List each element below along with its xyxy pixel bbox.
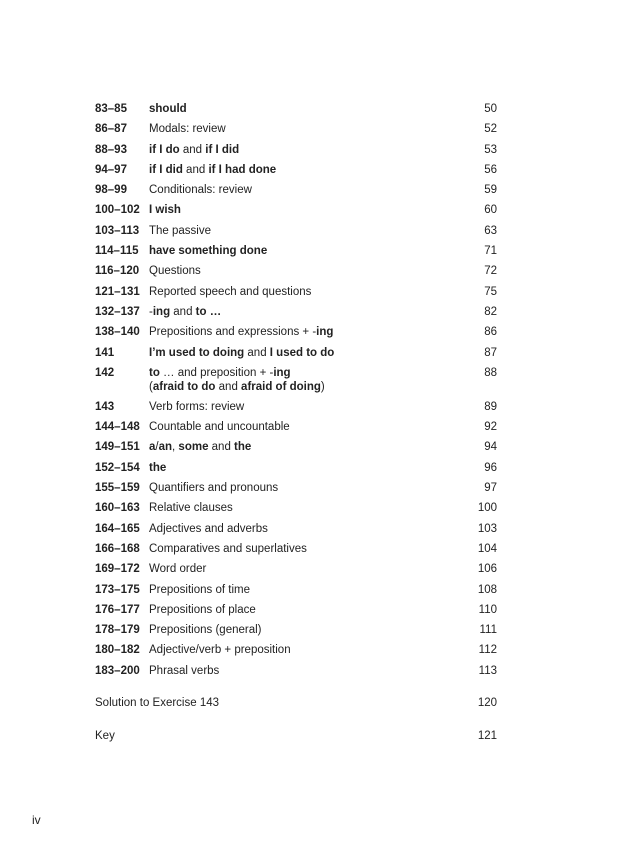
title-segment: and [244,346,270,359]
unit-range: 166–168 [95,542,140,555]
unit-page: 82 [484,305,497,318]
toc-row[interactable] [95,261,497,281]
unit-range: 116–120 [95,265,140,278]
unit-range: 149–151 [95,441,140,454]
toc-extra-solution[interactable] [95,693,497,713]
title-segment: The passive [149,224,212,237]
unit-title [149,221,211,241]
unit-page: 96 [484,461,497,474]
title-segment: to [149,366,160,379]
unit-range: 103–113 [95,224,140,237]
unit-page: 97 [484,482,497,495]
title-segment: Reported speech and questions [149,285,312,298]
toc-row[interactable] [95,458,497,478]
unit-page: 112 [478,644,497,657]
toc-row[interactable] [95,99,497,119]
title-segment: a [149,441,156,454]
title-segment: Adjective/verb + preposition [149,644,291,657]
toc-rows [95,99,497,681]
toc-extra-key[interactable] [95,726,497,746]
toc-row[interactable] [95,437,497,457]
title-segment: Conditionals: review [149,184,252,197]
unit-range: 155–159 [95,482,140,495]
unit-title [149,119,226,139]
title-segment: afraid to do [152,381,216,394]
unit-page: 113 [478,664,497,677]
unit-range: 164–165 [95,522,140,535]
unit-page: 103 [477,522,497,535]
unit-title [149,140,239,160]
unit-page: 106 [477,563,497,576]
title-segment: / [155,441,159,454]
unit-page: 63 [484,224,497,237]
unit-title [149,397,244,417]
unit-title [149,99,187,119]
title-segment: , [172,441,179,454]
toc-row[interactable] [95,282,497,302]
unit-range: 176–177 [95,603,140,616]
unit-page: 108 [477,583,497,596]
title-segment: some [178,441,209,454]
unit-page: 87 [484,346,497,359]
title-segment: if I did [205,143,240,156]
unit-page: 59 [484,184,497,197]
title-segment: … and preposition + - [159,366,274,379]
unit-range: 88–93 [95,143,127,156]
title-segment: Adjectives and adverbs [149,522,268,535]
toc-row[interactable] [95,417,497,437]
toc-row[interactable] [95,397,497,417]
title-segment: Verb forms: review [149,400,245,413]
unit-title [149,437,251,457]
unit-page: 86 [484,326,497,339]
title-segment: afraid of doing [241,381,321,394]
title-segment: Relative clauses [149,502,233,515]
unit-title [149,322,333,342]
toc-row[interactable] [95,661,497,681]
unit-page: 100 [477,502,497,515]
unit-page: 111 [479,624,497,637]
title-segment: I’m used to doing [149,346,245,359]
toc-row[interactable] [95,322,497,342]
unit-title [149,343,334,363]
unit-title [149,261,201,281]
title-segment: Prepositions (general) [149,624,262,637]
unit-range: 142 [95,366,115,379]
unit-range: 169–172 [95,563,140,576]
title-segment: Prepositions of place [149,603,256,616]
unit-title [149,241,267,261]
unit-title [149,366,325,395]
title-segment: - [149,305,153,318]
unit-range: 98–99 [95,184,127,197]
unit-range: 141 [95,346,115,359]
unit-page: 75 [484,285,497,298]
title-segment: Prepositions of time [149,583,250,596]
unit-title [149,498,233,518]
unit-title [149,580,250,600]
unit-range: 183–200 [95,664,140,677]
title-segment: Quantifiers and pronouns [149,482,279,495]
title-segment: ing [273,366,291,379]
toc-row[interactable] [95,363,497,397]
title-segment: ing [316,326,334,339]
toc-row[interactable] [95,620,497,640]
title-segment: Modals: review [149,123,226,136]
toc-row[interactable] [95,241,497,261]
unit-page: 88 [484,366,497,379]
unit-range: 94–97 [95,163,127,176]
unit-page: 56 [484,163,497,176]
unit-range: 114–115 [95,245,139,258]
title-segment: Prepositions and expressions + - [149,326,317,339]
title-segment: the [149,461,167,474]
unit-range: 132–137 [95,305,140,318]
toc-row[interactable] [95,221,497,241]
toc-row[interactable] [95,559,497,579]
title-segment: ( [149,381,153,394]
title-segment: to … [195,305,222,318]
toc-extra-label: Solution to Exercise 143 [95,697,220,710]
title-segment: should [149,103,187,115]
title-segment: if I do [149,143,180,156]
unit-title [149,661,219,681]
title-segment: an [158,441,173,454]
toc-row[interactable] [95,180,497,200]
unit-range: 173–175 [95,583,140,596]
unit-page: 53 [484,143,497,156]
table-of-contents [95,99,497,746]
toc-row[interactable] [95,600,497,620]
toc-row[interactable] [95,343,497,363]
toc-extra-page: 120 [477,697,497,710]
toc-extra-page: 121 [477,730,497,743]
title-segment: if I did [149,163,183,176]
unit-title [149,478,278,498]
toc-row[interactable] [95,640,497,660]
title-segment: and [208,441,235,454]
title-segment: the [234,441,252,454]
unit-title [149,640,291,660]
title-segment: and [179,143,206,156]
title-segment: and [215,381,242,394]
unit-title [149,600,256,620]
unit-title [149,302,221,322]
unit-page: 92 [484,421,497,434]
unit-range: 143 [95,400,115,413]
toc-row[interactable] [95,119,497,139]
unit-title [149,200,181,220]
title-segment: ing [152,305,171,318]
page-number-folio: iv [32,813,41,827]
toc-extra-label: Key [95,730,115,743]
unit-range: 100–102 [95,204,140,217]
unit-title [149,458,166,478]
title-segment: Questions [149,265,201,278]
unit-title [149,180,252,200]
unit-range: 144–148 [95,421,140,434]
toc-row[interactable] [95,160,497,180]
unit-title [149,620,262,640]
unit-range: 160–163 [95,502,140,515]
unit-page: 60 [484,204,497,217]
unit-page: 94 [484,441,497,454]
title-segment: and [170,305,196,318]
title-segment: Phrasal verbs [149,664,220,677]
unit-range: 180–182 [95,644,140,657]
unit-range: 83–85 [95,103,127,115]
toc-row[interactable] [95,200,497,220]
unit-page: 52 [484,123,497,136]
unit-page: 110 [478,603,497,616]
unit-title [149,519,268,539]
unit-range: 121–131 [95,285,140,298]
title-segment: and [182,163,209,176]
unit-title [149,559,206,579]
toc-row[interactable] [95,302,497,322]
title-segment: I used to do [269,346,335,359]
unit-title [149,539,307,559]
unit-title [149,417,290,437]
toc-row[interactable] [95,519,497,539]
unit-page: 104 [477,542,497,555]
toc-row[interactable] [95,478,497,498]
title-segment: Countable and uncountable [149,421,290,434]
unit-title [149,282,311,302]
title-segment: ) [320,381,325,394]
toc-row[interactable] [95,580,497,600]
title-segment: Word order [149,563,207,576]
toc-row[interactable] [95,539,497,559]
title-segment: I wish [149,204,181,217]
unit-page: 50 [484,103,497,115]
unit-page: 89 [484,400,497,413]
unit-range: 86–87 [95,123,127,136]
toc-row[interactable] [95,140,497,160]
unit-range: 138–140 [95,326,140,339]
title-segment: Comparatives and superlatives [149,542,307,555]
title-segment: if I had done [208,163,277,176]
unit-title [149,160,276,180]
title-segment: have something done [149,245,268,258]
unit-page: 71 [484,245,497,258]
unit-range: 178–179 [95,624,140,637]
unit-range: 152–154 [95,461,140,474]
toc-row[interactable] [95,498,497,518]
unit-page: 72 [484,265,497,278]
